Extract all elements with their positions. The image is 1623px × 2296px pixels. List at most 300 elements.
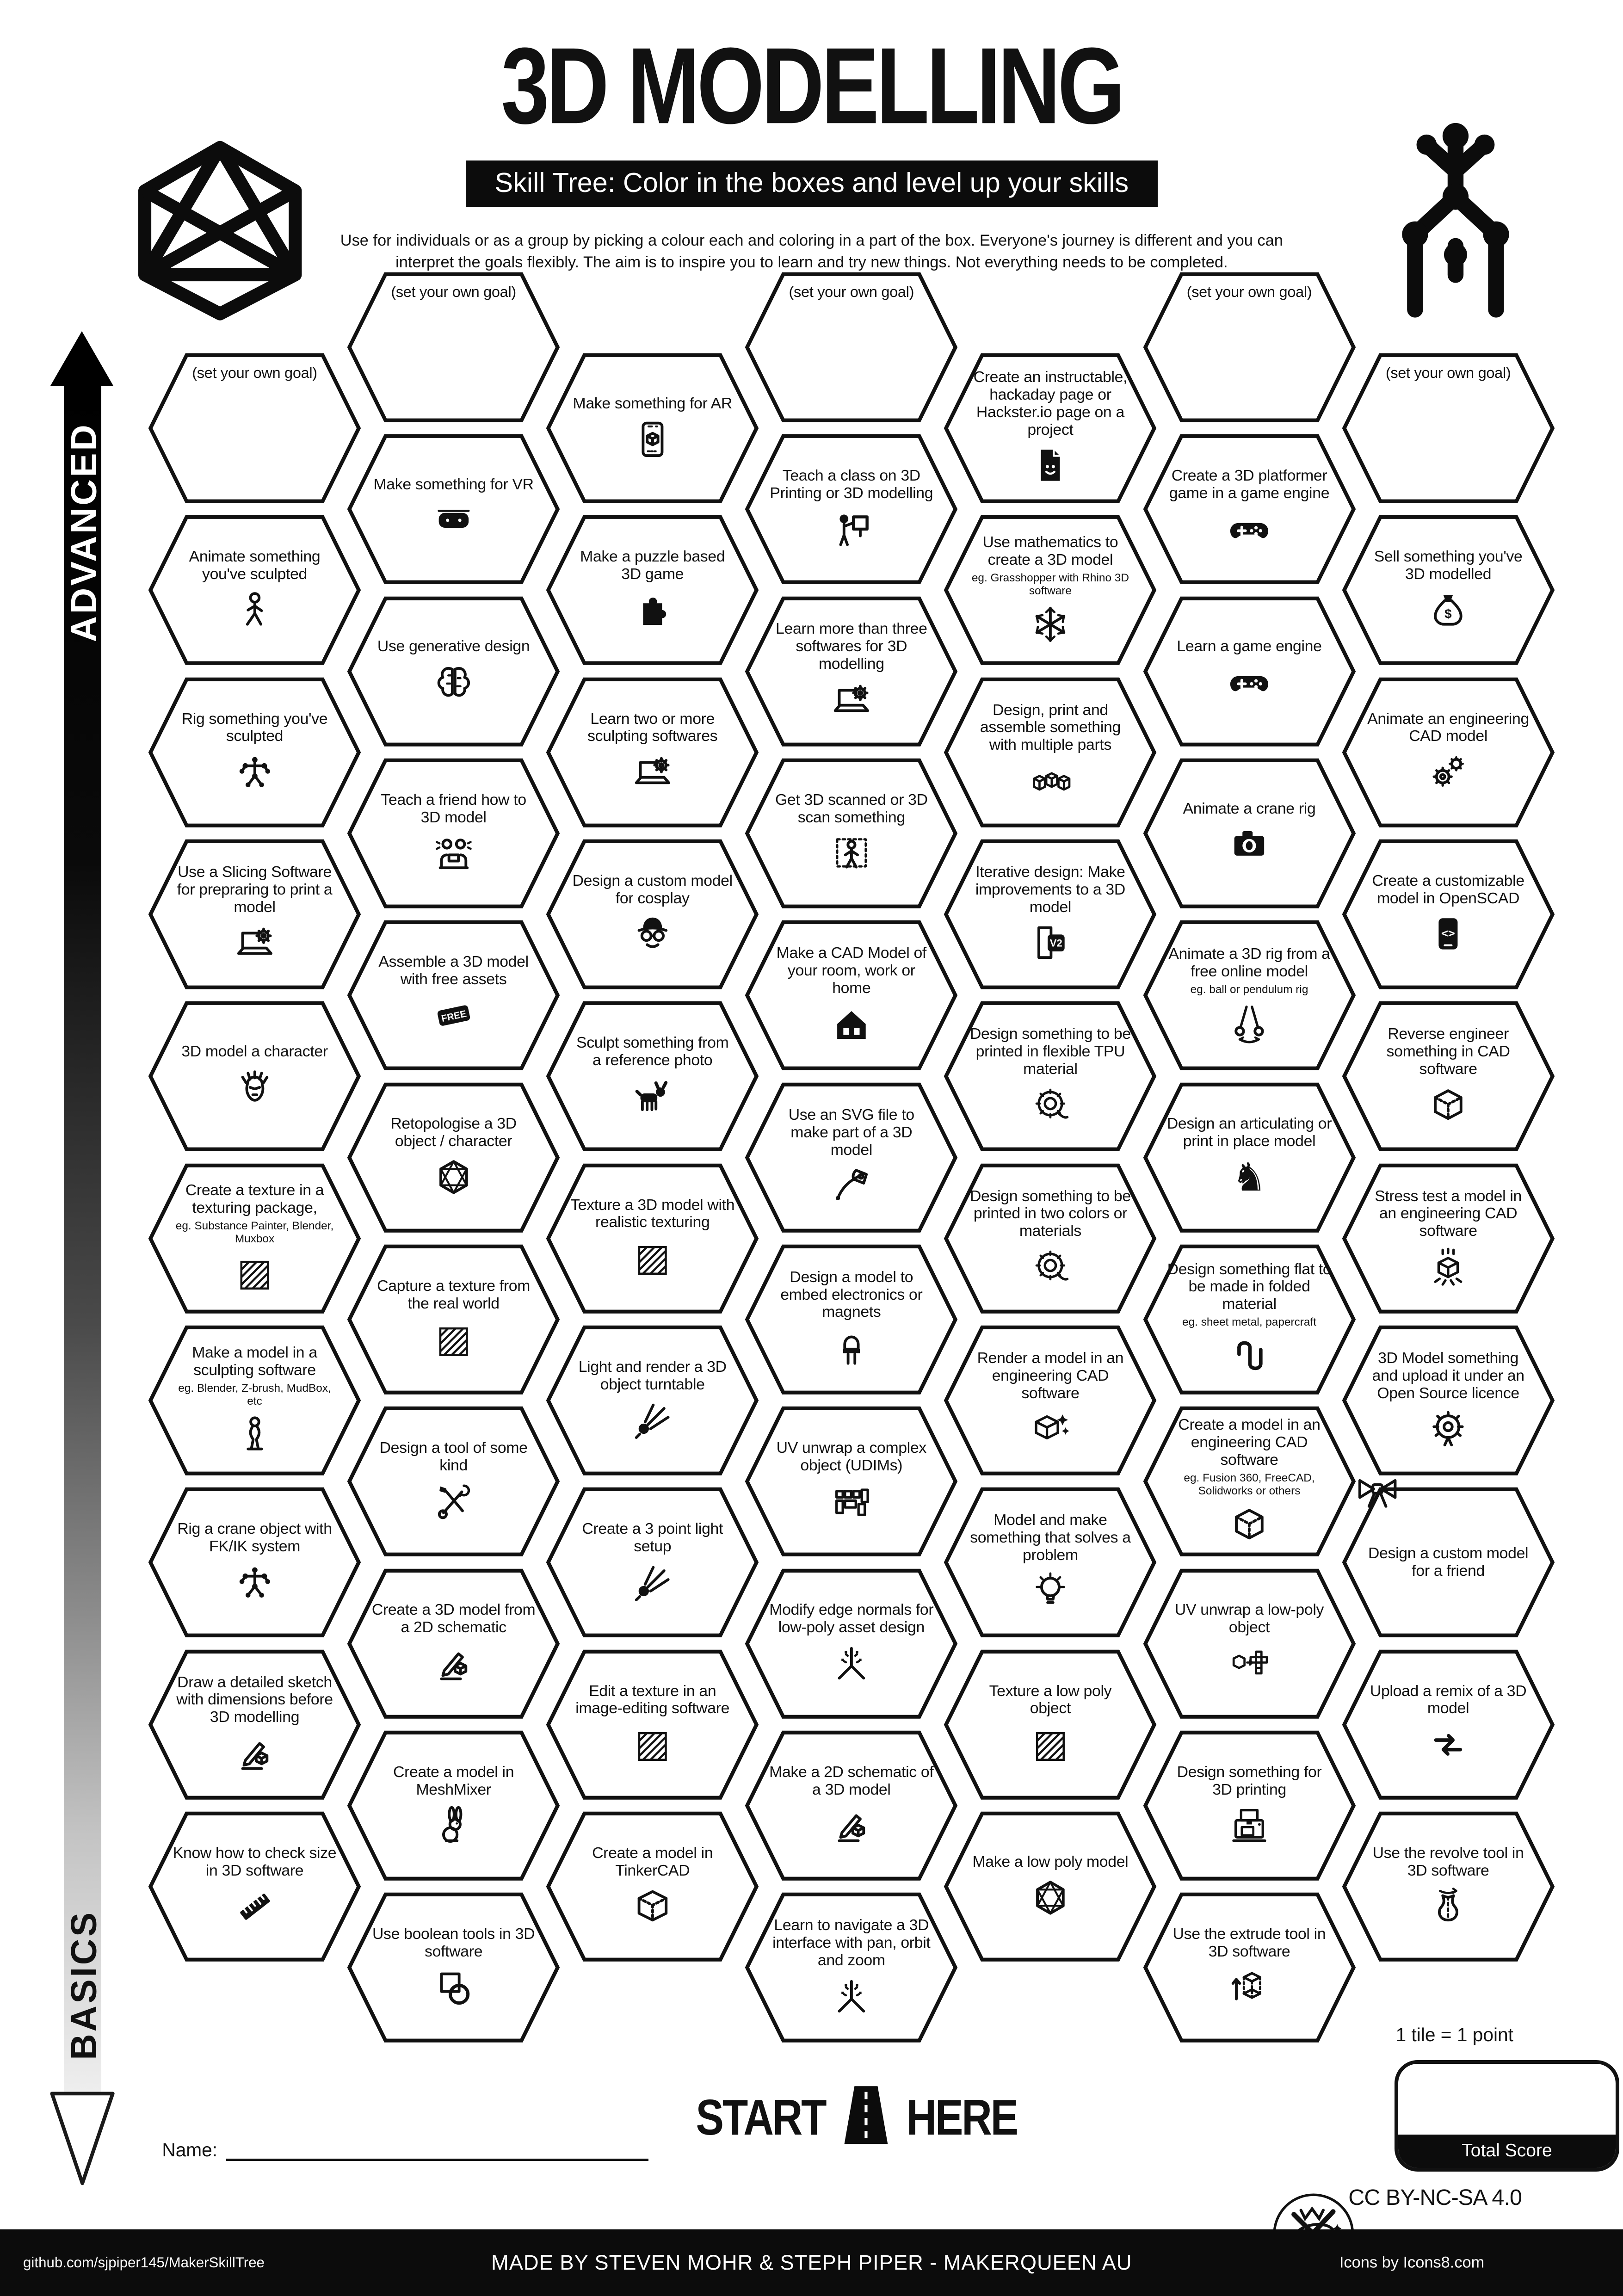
hex-label: Capture a texture from the real world — [377, 1277, 531, 1312]
hex-label: Make a low poly model — [972, 1852, 1129, 1870]
footer-bar — [0, 2229, 1623, 2296]
hex-tile[interactable] — [943, 676, 1157, 829]
hex-content — [346, 1729, 561, 1882]
sketch-pencil-icon — [830, 1803, 873, 1848]
hex-tile[interactable] — [1142, 432, 1357, 586]
hex-label: Use the extrude tool in 3D software — [1173, 1925, 1326, 1960]
body-scan-icon — [830, 831, 873, 876]
hex-label: Use mathematics to create a 3D model — [982, 533, 1118, 568]
skill-tree-network-logo-icon — [1343, 113, 1568, 344]
hex-tile[interactable] — [1341, 1162, 1555, 1315]
hex-content — [1142, 1243, 1357, 1396]
hex-tile-goal[interactable] — [346, 271, 561, 424]
hex-content — [1142, 919, 1357, 1072]
hex-label: Use boolean tools in 3D software — [372, 1925, 535, 1960]
hex-tile[interactable] — [545, 838, 759, 991]
hex-tile[interactable] — [148, 838, 362, 991]
hex-label: Design a custom model for a friend — [1368, 1544, 1529, 1580]
hex-tile[interactable] — [148, 1486, 362, 1639]
fractal-snowflake-icon — [1029, 602, 1072, 647]
hex-tile[interactable] — [148, 1648, 362, 1802]
hex-label: Animate a crane rig — [1183, 799, 1316, 817]
hex-label: Design something to be printed in flexible TPU material — [969, 1025, 1131, 1078]
hex-tile[interactable] — [346, 1567, 561, 1721]
hex-content — [1142, 1567, 1357, 1721]
description-line1: Use for individuals or as a group by picking a colour each and coloring in a part of the box. Everyone's journey is different and you can — [340, 232, 1283, 250]
remix-arrows-icon — [1426, 1722, 1470, 1767]
v2-doc-icon — [1029, 920, 1072, 965]
hex-label: Create a texture in a texturing package, — [185, 1181, 324, 1217]
geodesic-hexagon-logo-icon — [133, 139, 307, 327]
hex-label: Assemble a 3D model with free assets — [378, 953, 529, 988]
hex-content — [1142, 1081, 1357, 1234]
hex-content — [1341, 1324, 1555, 1477]
hex-content — [148, 1000, 362, 1153]
house-icon — [830, 1001, 873, 1046]
hex-content — [545, 1486, 759, 1639]
name-label: Name: — [162, 2139, 218, 2160]
hex-tile[interactable] — [744, 595, 958, 748]
hex-content — [346, 757, 561, 910]
wire-hex-icon — [432, 1154, 475, 1199]
hex-sublabel: eg. Substance Painter, Blender, Muxbox — [175, 1220, 334, 1246]
hex-tile[interactable] — [943, 1810, 1157, 1963]
cad-cube-icon — [1426, 1082, 1470, 1127]
hex-tile[interactable] — [346, 1891, 561, 2044]
hex-label: UV unwrap a low-poly object — [1174, 1601, 1324, 1636]
hex-label: Texture a low poly object — [989, 1682, 1112, 1717]
hex-content — [1142, 432, 1357, 586]
hex-content — [744, 432, 958, 586]
hex-content — [744, 1729, 958, 1882]
hex-tile[interactable] — [545, 513, 759, 667]
hex-content — [1142, 595, 1357, 748]
hex-content — [148, 1162, 362, 1315]
hex-label: Get 3D scanned or 3D scan something — [775, 790, 928, 826]
brain-icon — [432, 660, 475, 705]
hex-content — [148, 1648, 362, 1802]
render-cube-icon — [1029, 1407, 1072, 1451]
svg-text:FREE: FREE — [440, 1008, 468, 1024]
hex-label: Learn a game engine — [1177, 637, 1322, 655]
hex-label: Make a puzzle based 3D game — [580, 548, 725, 583]
vr-goggles-icon — [432, 498, 475, 543]
start-label: START — [696, 2089, 826, 2146]
free-tag-icon — [432, 993, 475, 1037]
hex-content — [545, 1162, 759, 1315]
hex-tile[interactable] — [346, 1081, 561, 1234]
hex-content — [148, 838, 362, 991]
multipart-cubes-icon — [1029, 759, 1072, 803]
printer-3d-icon — [1228, 1803, 1271, 1848]
hex-tile[interactable] — [346, 757, 561, 910]
hex-content — [1341, 1162, 1555, 1315]
hex-tile[interactable] — [1142, 1891, 1357, 2044]
opensource-gear-icon — [1426, 1407, 1470, 1451]
hex-content — [346, 1081, 561, 1234]
hex-content — [744, 595, 958, 748]
hex-content — [744, 1405, 958, 1558]
hex-label: Texture a 3D model with realistic texturing — [570, 1196, 735, 1231]
hex-tile[interactable] — [744, 1729, 958, 1882]
hex-label: (set your own goal) — [789, 284, 914, 301]
hex-tile[interactable] — [148, 1162, 362, 1315]
hex-label: Design a custom model for cosplay — [572, 871, 733, 907]
hex-tile[interactable] — [744, 1567, 958, 1721]
hex-tile[interactable] — [1142, 757, 1357, 910]
hex-tile[interactable] — [943, 513, 1157, 667]
hex-tile[interactable] — [1142, 1729, 1357, 1882]
hex-label: Learn to navigate a 3D interface with pan, orbit and zoom — [772, 1916, 931, 1969]
revolve-vase-icon — [1426, 1884, 1470, 1929]
hex-sublabel: eg. sheet metal, papercraft — [1182, 1316, 1316, 1329]
hex-label: Create a model in MeshMixer — [393, 1763, 514, 1798]
hex-tile[interactable] — [943, 1000, 1157, 1153]
hex-label: Use a Slicing Software for prepraring to print a model — [177, 863, 333, 916]
pendulum-rig-icon — [1228, 1000, 1271, 1045]
hex-label: Render a model in an engineering CAD software — [977, 1349, 1124, 1402]
hex-content — [148, 1324, 362, 1477]
hex-tile[interactable] — [744, 1891, 958, 2044]
hex-tile[interactable] — [1341, 1486, 1555, 1639]
svg-text:V2: V2 — [1049, 938, 1062, 950]
cad-cube-icon — [1228, 1502, 1271, 1547]
hex-content — [943, 352, 1157, 505]
name-line[interactable] — [226, 2138, 648, 2161]
hex-label: Create a 3D model from a 2D schematic — [371, 1601, 536, 1636]
texture-swatch-icon: ▨ — [635, 1236, 671, 1280]
hex-sublabel: eg. Fusion 360, FreeCAD, Solidworks or others — [1184, 1471, 1315, 1497]
udim-tiles-icon — [830, 1479, 873, 1524]
hex-tile[interactable] — [545, 1486, 759, 1639]
slicer-laptop-icon — [233, 920, 277, 965]
hex-tile[interactable] — [148, 513, 362, 667]
hex-tile[interactable] — [545, 1810, 759, 1963]
lowpoly-hex-icon — [1029, 1875, 1072, 1920]
hex-label: Learn two or more sculpting softwares — [587, 710, 718, 745]
hex-tile[interactable] — [545, 676, 759, 829]
nav-axis-icon — [830, 1974, 873, 2018]
hex-tile[interactable] — [1341, 676, 1555, 829]
hex-label: Create a model in an engineering CAD software — [1178, 1415, 1321, 1469]
footer-icons-credit: Icons by Icons8.com — [1339, 2253, 1485, 2271]
total-score-blank[interactable] — [1398, 2064, 1615, 2135]
hex-label: Learn more than three softwares for 3D modelling — [776, 620, 927, 673]
hex-tile[interactable] — [148, 1000, 362, 1153]
hex-tile[interactable] — [148, 1810, 362, 1963]
hex-tile-goal[interactable] — [1341, 352, 1555, 505]
road-icon — [839, 2083, 894, 2153]
hex-label: Teach a friend how to 3D model — [381, 790, 526, 826]
hex-tile[interactable] — [545, 1648, 759, 1802]
hex-label: Animate something you've sculpted — [189, 548, 321, 583]
hex-content — [1142, 271, 1357, 424]
hex-tile[interactable] — [1341, 1324, 1555, 1477]
hex-content — [148, 1486, 362, 1639]
hex-label: Make a CAD Model of your room, work or home — [776, 944, 926, 997]
hex-content — [545, 1000, 759, 1153]
footer-repo-url: github.com/sjpiper145/MakerSkillTree — [23, 2254, 265, 2271]
hex-tile[interactable] — [943, 838, 1157, 991]
hex-label: Edit a texture in an image-editing software — [575, 1682, 730, 1717]
hex-label: 3D Model something and upload it under an Open Source licence — [1372, 1349, 1524, 1402]
hex-tile[interactable] — [346, 1729, 561, 1882]
svg-pen-icon — [830, 1163, 873, 1208]
hex-label: Use an SVG file to make part of a 3D model — [788, 1106, 914, 1159]
hex-label: Draw a detailed sketch with dimensions before 3D modelling — [176, 1673, 333, 1726]
uv-net-icon — [1228, 1641, 1271, 1685]
hex-content — [943, 676, 1157, 829]
hex-tile[interactable] — [1341, 1648, 1555, 1802]
hex-tile[interactable] — [1341, 1000, 1555, 1153]
hex-label: Teach a class on 3D Printing or 3D modelling — [770, 467, 933, 502]
arrow-down-icon — [48, 2089, 117, 2191]
sketch-pencil-icon — [233, 1731, 277, 1776]
filament-spool-icon — [1029, 1082, 1072, 1127]
advanced-axis-label: ADVANCED — [63, 422, 104, 642]
hex-content — [148, 676, 362, 829]
hex-label: Know how to check size in 3D software — [173, 1844, 337, 1879]
rabbit-icon — [432, 1803, 475, 1848]
hex-content — [1341, 513, 1555, 667]
hex-tile[interactable] — [1341, 838, 1555, 991]
money-bag-icon — [1426, 587, 1470, 632]
total-score-label: Total Score — [1398, 2135, 1615, 2168]
hex-content — [744, 1567, 958, 1721]
class-presenter-icon — [830, 506, 873, 551]
cad-gears-icon — [1426, 750, 1470, 795]
led-icon — [830, 1326, 873, 1370]
hex-label: Design a model to embed electronics or magnets — [780, 1268, 923, 1321]
puzzle-piece-icon — [631, 587, 674, 632]
hex-content — [1341, 1810, 1555, 1963]
hex-tile[interactable] — [943, 1324, 1157, 1477]
hex-content — [545, 838, 759, 991]
hex-tile[interactable] — [1142, 919, 1357, 1072]
tools-cross-icon — [432, 1479, 475, 1524]
spotlight-icon — [631, 1398, 674, 1443]
hex-content — [545, 513, 759, 667]
hex-label: Model and make something that solves a problem — [970, 1511, 1131, 1564]
hex-content — [346, 1405, 561, 1558]
hex-label: (set your own goal) — [1186, 284, 1312, 301]
hex-tile[interactable] — [744, 1081, 958, 1234]
hex-content — [943, 838, 1157, 991]
hex-label: Use the revolve tool in 3D software — [1372, 1844, 1524, 1879]
reference-dog-icon — [631, 1074, 674, 1118]
hex-tile[interactable] — [744, 757, 958, 910]
svg-text:<>: <> — [1441, 926, 1456, 940]
hex-label: Rig a crane object with FK/IK system — [177, 1520, 332, 1555]
hex-tile[interactable] — [943, 1648, 1157, 1802]
description-line2: interpret the goals flexibly. The aim is to inspire you to learn and try new things. Not everything needs to be completed. — [395, 253, 1228, 271]
hex-label: Sell something you've 3D modelled — [1374, 548, 1523, 583]
gamepad-icon — [1228, 506, 1271, 551]
hex-content — [1341, 352, 1555, 505]
cosplay-disguise-icon — [631, 912, 674, 957]
hex-label: Create an instructable, hackaday page or Hackster.io page on a project — [973, 368, 1128, 438]
ar-phone-icon — [631, 417, 674, 462]
hex-tile-goal[interactable] — [148, 352, 362, 505]
hex-content — [346, 919, 561, 1072]
hex-tile[interactable] — [346, 1405, 561, 1558]
hex-label: Modify edge normals for low-poly asset design — [769, 1601, 934, 1636]
hex-tile[interactable] — [744, 1405, 958, 1558]
hex-tile[interactable] — [545, 352, 759, 505]
laptop-gear-icon — [830, 677, 873, 722]
hex-tile[interactable] — [1142, 1243, 1357, 1396]
hex-content — [148, 513, 362, 667]
hex-content — [1142, 1891, 1357, 2044]
tinkercad-cube-icon — [631, 1884, 674, 1929]
gamepad-icon — [1228, 660, 1271, 705]
hex-tile[interactable] — [148, 1324, 362, 1477]
crane-rig-icon — [233, 1560, 277, 1605]
hex-label: Iterative design: Make improvements to a 3D model — [975, 863, 1125, 916]
hex-tile[interactable] — [346, 919, 561, 1072]
arrow-up-icon — [50, 331, 113, 386]
hex-label: Reverse engineer something in CAD software — [1386, 1025, 1510, 1078]
hex-label: (set your own goal) — [192, 364, 317, 382]
hex-label: Create a model in TinkerCAD — [592, 1844, 713, 1879]
hex-content — [1341, 838, 1555, 991]
hex-tile[interactable] — [744, 1243, 958, 1396]
hex-content — [545, 352, 759, 505]
hex-tile[interactable] — [346, 1243, 561, 1396]
hex-content — [744, 757, 958, 910]
hex-content — [744, 1891, 958, 2044]
footer-credit: MADE BY STEVEN MOHR & STEPH PIPER - MAKERQUEEN AU — [491, 2251, 1132, 2275]
hex-sublabel: eg. Grasshopper with Rhino 3D software — [971, 571, 1129, 597]
hex-tile[interactable] — [545, 1162, 759, 1315]
svg-text:$: $ — [1444, 606, 1452, 621]
openscad-code-icon — [1426, 912, 1470, 957]
hex-content — [1341, 1648, 1555, 1802]
hex-label: UV unwrap a complex object (UDIMs) — [776, 1439, 926, 1474]
hex-content — [1142, 1405, 1357, 1558]
hex-label: (set your own goal) — [1385, 364, 1511, 382]
hex-content — [346, 595, 561, 748]
hex-tile-goal[interactable] — [744, 271, 958, 424]
idea-bulb-icon — [1029, 1568, 1072, 1613]
hex-label: Use generative design — [377, 637, 530, 655]
start-here — [654, 2083, 1059, 2153]
hex-content — [744, 271, 958, 424]
rig-nodes-icon — [233, 750, 277, 795]
hex-label: Design a tool of some kind — [379, 1439, 528, 1474]
character-face-icon — [233, 1065, 277, 1110]
hex-label: Create a 3 point light setup — [582, 1520, 723, 1555]
hex-label: Design something to be printed in two colors or materials — [969, 1187, 1131, 1240]
hex-content — [346, 1891, 561, 2044]
hex-tile[interactable] — [1142, 1567, 1357, 1721]
hex-tile[interactable] — [744, 432, 958, 586]
hex-tile[interactable] — [1142, 1081, 1357, 1234]
folded-sheet-icon — [1228, 1333, 1271, 1378]
hex-label: Design, print and assemble something with multiple parts — [980, 701, 1121, 754]
hex-tile[interactable] — [545, 1000, 759, 1153]
hex-content — [744, 919, 958, 1072]
hex-label: Rig something you've sculpted — [181, 710, 328, 745]
here-label: HERE — [906, 2089, 1018, 2146]
hex-content — [346, 271, 561, 424]
filament-spool-icon — [1029, 1245, 1072, 1290]
hex-label: Upload a remix of a 3D model — [1370, 1682, 1527, 1717]
statue-icon — [233, 1412, 277, 1457]
hex-tile-goal[interactable] — [1142, 271, 1357, 424]
hex-content — [744, 1243, 958, 1396]
page-title: 3D MODELLING — [501, 25, 1123, 147]
hex-content — [943, 1000, 1157, 1153]
hex-label: Light and render a 3D object turntable — [578, 1358, 727, 1393]
total-score-box[interactable] — [1395, 2060, 1619, 2172]
hex-content — [148, 1810, 362, 1963]
hex-label: Design something flat to be made in folded material — [1167, 1260, 1332, 1313]
hex-label: Make something for AR — [573, 394, 732, 412]
hex-tile[interactable] — [943, 1486, 1157, 1639]
hex-content — [1142, 757, 1357, 910]
instructable-doc-icon — [1029, 443, 1072, 488]
hex-tile[interactable] — [1142, 595, 1357, 748]
hex-content — [943, 1486, 1157, 1639]
hex-content — [1142, 1729, 1357, 1882]
hex-label: Animate an engineering CAD model — [1367, 710, 1529, 745]
hex-sublabel: eg. ball or pendulum rig — [1190, 983, 1308, 996]
hex-content — [545, 1648, 759, 1802]
hex-content — [346, 1567, 561, 1721]
hex-content — [744, 1081, 958, 1234]
hex-label: Retopologise a 3D object / character — [390, 1115, 517, 1150]
hex-content — [545, 1324, 759, 1477]
hex-content — [943, 1162, 1157, 1315]
teach-pair-icon — [432, 831, 475, 876]
hex-tile[interactable] — [1142, 1405, 1357, 1558]
hex-tile[interactable] — [148, 676, 362, 829]
hex-content — [545, 1810, 759, 1963]
hex-label: Make a 2D schematic of a 3D model — [769, 1763, 934, 1798]
hex-label: Sculpt something from a reference photo — [576, 1034, 729, 1069]
sketch-pencil-icon — [432, 1641, 475, 1685]
person-walking-icon — [233, 587, 277, 632]
laptop-gear-icon — [631, 750, 674, 795]
boolean-shapes-icon — [432, 1965, 475, 2010]
hex-content — [943, 1810, 1157, 1963]
gift-bow-icon — [1353, 1464, 1402, 1513]
hex-tile[interactable] — [545, 1324, 759, 1477]
hex-sublabel: eg. Blender, Z-brush, MudBox, etc — [178, 1382, 331, 1407]
hex-tile[interactable] — [1341, 513, 1555, 667]
texture-swatch-icon: ▨ — [237, 1250, 272, 1294]
stress-cube-icon — [1426, 1245, 1470, 1290]
subtitle-banner: Skill Tree: Color in the boxes and level up your skills — [466, 160, 1158, 207]
edge-normals-icon — [830, 1641, 873, 1685]
dragon-head-icon: ♞ — [1232, 1154, 1267, 1200]
hex-tile[interactable] — [943, 352, 1157, 505]
extrude-cube-icon — [1228, 1965, 1271, 2010]
hex-label: Stress test a model in an engineering CAD software — [1375, 1187, 1522, 1240]
hex-label: Create a 3D platformer game in a game engine — [1169, 467, 1330, 502]
license-text: CC BY-NC-SA 4.0 — [1348, 2185, 1522, 2210]
hex-tile[interactable] — [943, 1162, 1157, 1315]
hex-tile[interactable] — [346, 595, 561, 748]
hex-label: Design something for 3D printing — [1177, 1763, 1322, 1798]
hex-label: Make a model in a sculpting software — [192, 1343, 317, 1379]
hex-tile[interactable] — [744, 919, 958, 1072]
hex-label: (set your own goal) — [391, 284, 516, 301]
hex-tile[interactable] — [346, 432, 561, 586]
hex-tile[interactable] — [1341, 1810, 1555, 1963]
hex-label: Create a customizable model in OpenSCAD — [1372, 871, 1524, 907]
